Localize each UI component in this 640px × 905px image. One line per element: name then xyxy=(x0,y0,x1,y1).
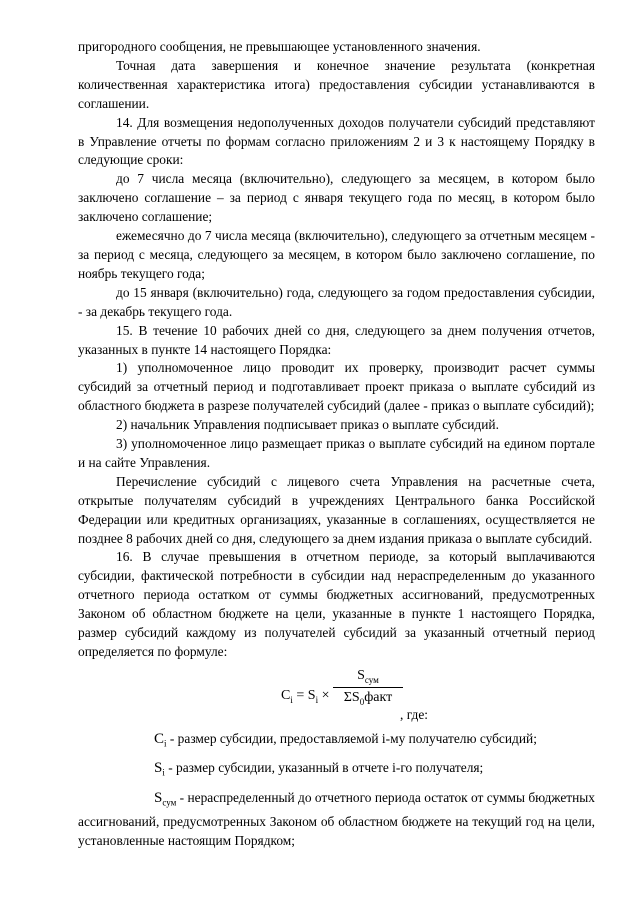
paragraph-item-1: 1) уполномоченное лицо проводит их проверку, производит расчет суммы субсидий за отчетный период и подготавливает проект приказа о выплате субсидий из областного бюджета в разрезе получателей субсидий (далее - приказ о выплате субсидий); xyxy=(78,360,595,414)
definition-si: $S_i$ - размер субсидии, указанный в отчете i-го получателя; xyxy=(154,760,484,779)
paragraph-deadline-first: до 7 числа месяца (включительно), следующего за месяцем, в котором было заключено соглашение – за период с января текущего года по месяц, в котором было заключено соглашение; xyxy=(78,171,595,225)
paragraph-item-3: 3) уполномоченное лицо размещает приказ о выплате субсидий на едином портале и на сайте Управления. xyxy=(78,436,595,470)
document-page xyxy=(78,38,595,850)
paragraph-continuation: пригородного сообщения, не превышающее установленного значения. xyxy=(78,39,481,54)
formula-fraction xyxy=(333,668,403,707)
paragraph-item-2: 2) начальник Управления подписывает приказ о выплате субсидий. xyxy=(116,417,499,433)
formula-denominator: $\Sigma S_0факт$ xyxy=(343,689,393,707)
paragraph-transfer: Перечисление субсидий с лицевого счета Управления на расчетные счета, открытые получателям субсидий в учреждениях Центрального банка Российской Федерации или кредитных организациях, указанные в соглашениях, осуществляется не позднее 8 рабочих дней со дня, следующего за днем издания приказа о выплате субсидий. xyxy=(78,473,595,546)
formula-lhs: $C_i = S_i$ × xyxy=(281,687,330,705)
paragraph-clause-16: 16. В случае превышения в отчетном периоде, за который выплачиваются субсидии, фактической потребности в субсидии над нераспределенным до указанного отчетного периода остатком от суммы бюджетных ассигнований, предусмотренных Законом об областном бюджете на цели, указанные в пункте 1 настоящего Порядка, размер субсидий каждому из получателей субсидий за указанный отчетный период определяется по формуле: xyxy=(78,549,595,659)
paragraph-clause-15: 15. В течение 10 рабочих дней со дня, следующего за днем получения отчетов, указанных в пункте 14 настоящего Порядка: xyxy=(78,322,595,357)
paragraph-result-date: Точная дата завершения и конечное значение результата (конкретная количественная характеристика итога) предоставления субсидии устанавливаются в соглашении. xyxy=(78,57,595,111)
paragraph-clause-14: 14. Для возмещения недополученных доходов получатели субсидий представляют в Управление отчеты по формам согласно приложениям 2 и 3 к настоящему Порядку в следующие сроки: xyxy=(78,114,595,168)
paragraph-deadline-january: до 15 января (включительно) года, следующего за годом предоставления субсидии, - за декабрь текущего года. xyxy=(78,284,595,319)
formula-where: , где: xyxy=(400,706,428,722)
paragraph-deadline-monthly: ежемесячно до 7 числа месяца (включительно), следующего за отчетным месяцем - за период с месяца, следующего за месяцем, в котором было заключено соглашение, по ноябрь текущего года; xyxy=(78,228,595,281)
subsidy-formula xyxy=(78,662,595,726)
formula-numerator: $S_{сум}$ xyxy=(333,668,403,688)
definition-ci: $C_i$ - размер субсидии, предоставляемой i-му получателю субсидий; xyxy=(154,730,537,749)
definition-ssum: $S_{сум}$ - нераспределенный до отчетного периода остаток от суммы бюджетных ассигнований, предусмотренных Законом об областном бюджете на текущий год на цели, установленные настоящим Порядком; xyxy=(78,790,595,848)
